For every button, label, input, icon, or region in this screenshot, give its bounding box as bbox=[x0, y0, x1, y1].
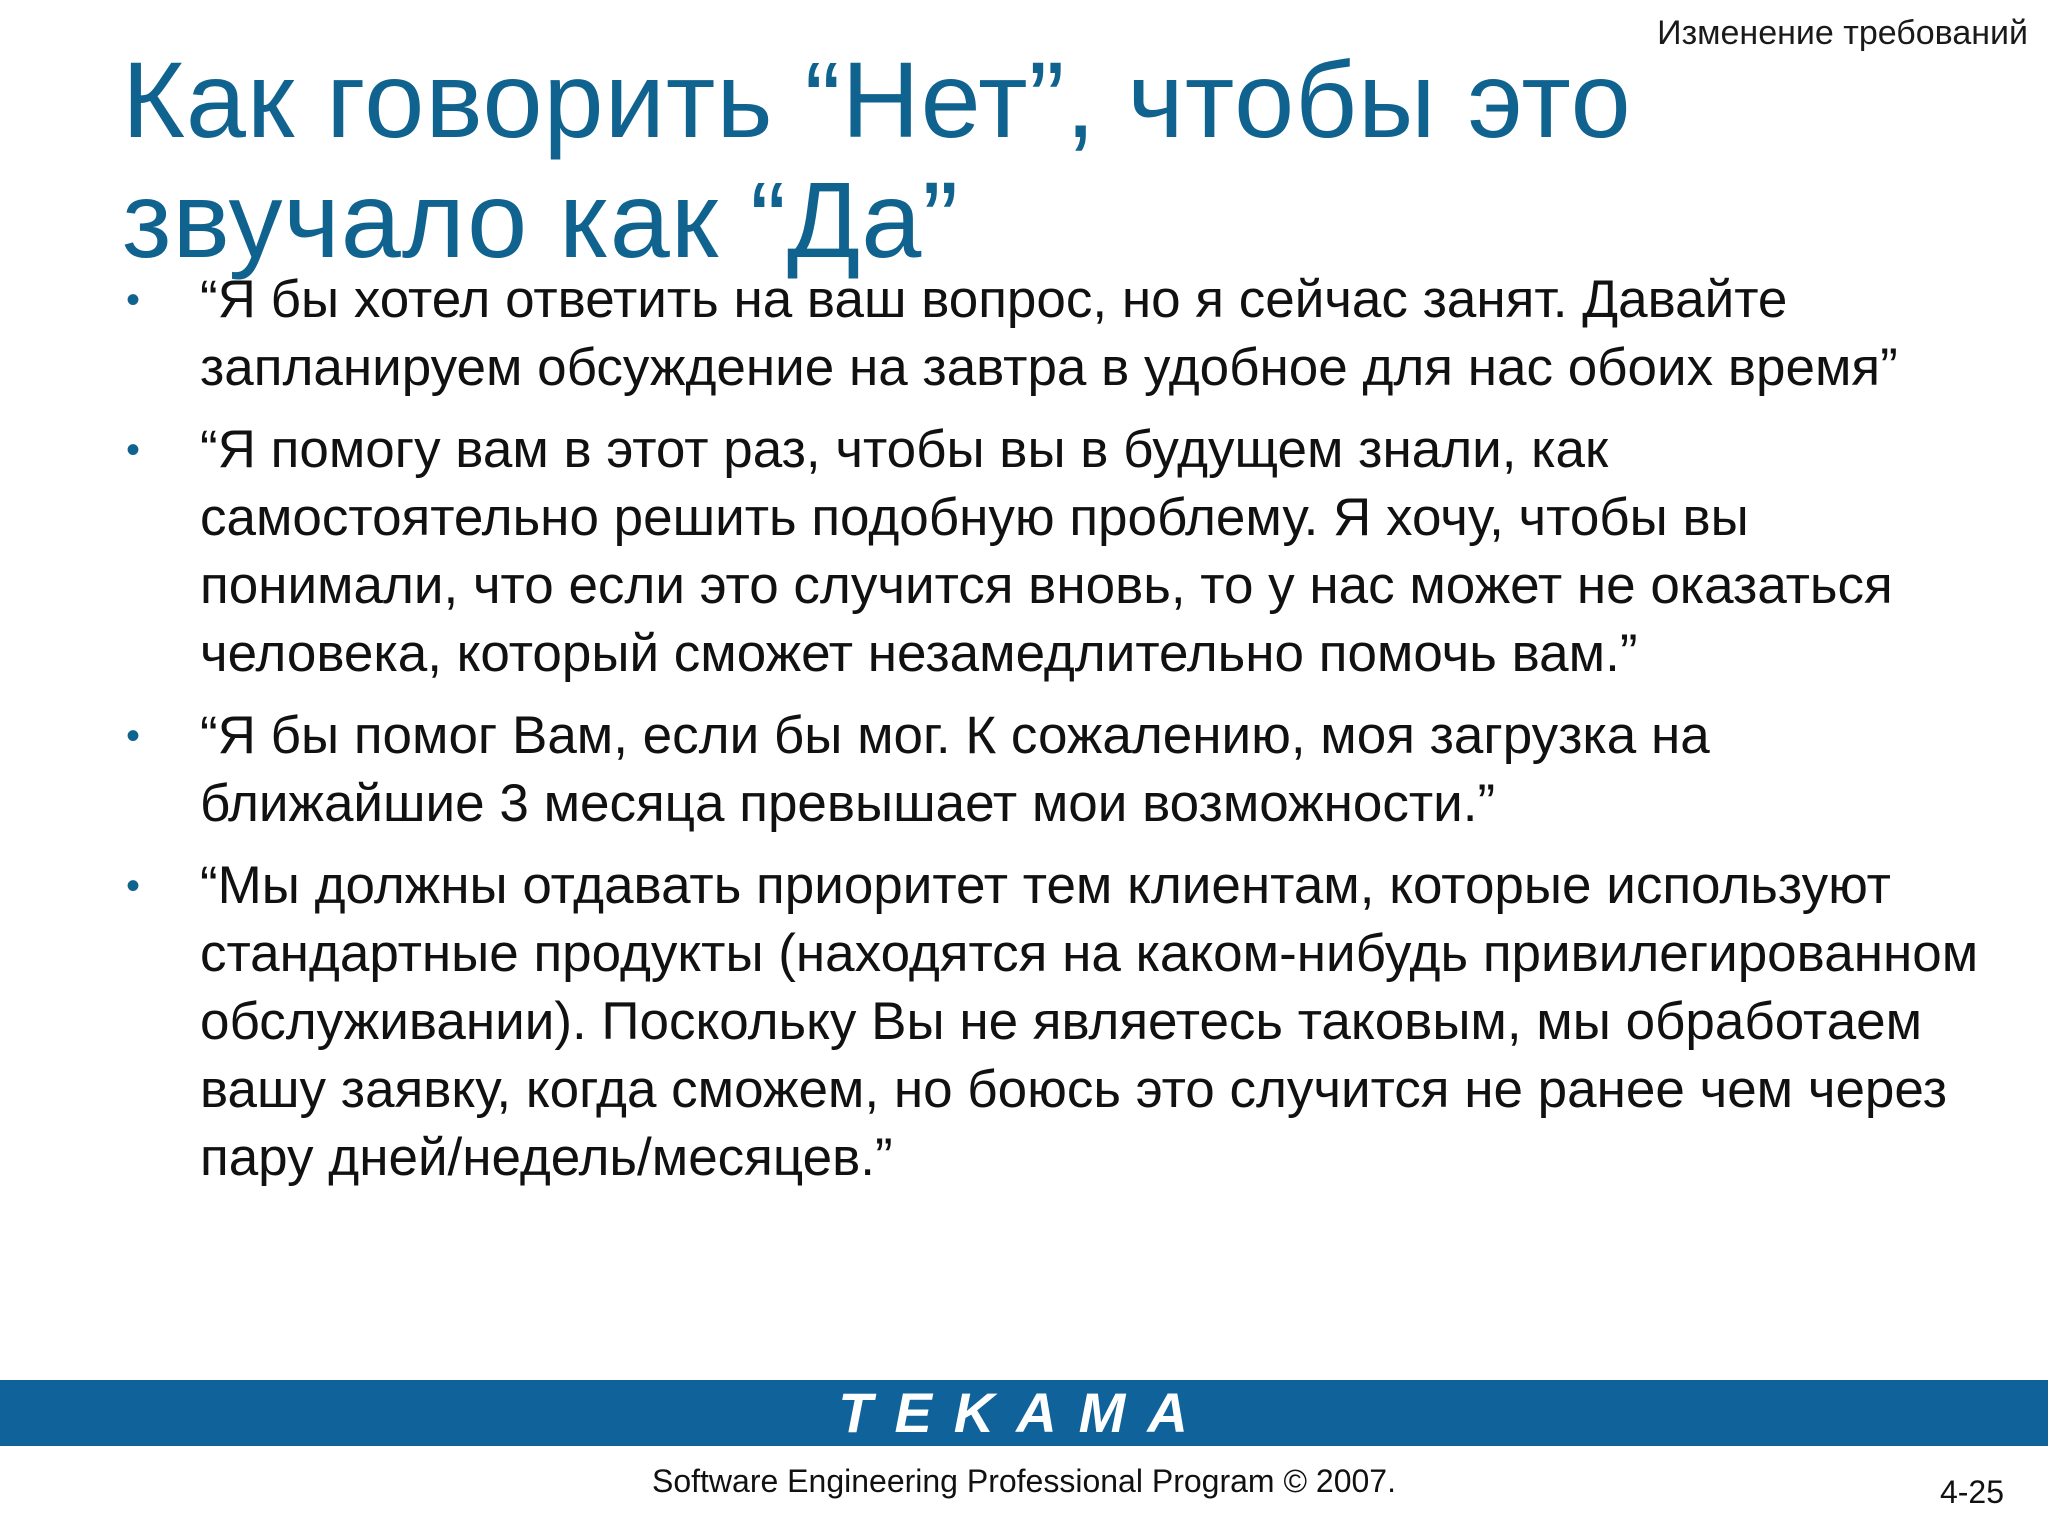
bullet-text: “Я помогу вам в этот раз, чтобы вы в будущем знали, как самостоятельно решить подобную проблему. Я хочу, чтобы вы понимали, что если это случится вновь, то у нас может не оказаться человека, который сможет незамедлительно помочь вам.” bbox=[200, 420, 1893, 683]
bullet-text: “Мы должны отдавать приоритет тем клиентам, которые используют стандартные продукты (находятся на каком-нибудь привилегированном обслуживании). Поскольку Вы не являетесь таковым, мы обработаем вашу заявку, когда сможем, но боюсь это случится не ранее чем через пару дней/недель/месяцев.” bbox=[200, 856, 1979, 1187]
bullet-list bbox=[122, 266, 1982, 1206]
bullet-marker: • bbox=[126, 278, 141, 322]
brand-bar bbox=[0, 1380, 2048, 1446]
page-number: 4-25 bbox=[1939, 1474, 2004, 1510]
bullet-item bbox=[122, 266, 1982, 402]
bullet-item bbox=[122, 852, 1982, 1192]
bullet-marker: • bbox=[126, 428, 141, 472]
brand-logo-text: TEKAMA bbox=[838, 1381, 1210, 1444]
footer-copyright: Software Engineering Professional Program © 2007. bbox=[652, 1463, 1396, 1499]
bullet-item bbox=[122, 702, 1982, 838]
bullet-text: “Я бы помог Вам, если бы мог. К сожалению, моя загрузка на ближайшие 3 месяца превышает мои возможности.” bbox=[200, 706, 1710, 833]
bullet-marker: • bbox=[126, 864, 141, 908]
slide-title: Как говорить “Нет”, чтобы это звучало как “Да” bbox=[122, 39, 1632, 280]
bullet-marker: • bbox=[126, 714, 141, 758]
section-label: Изменение требований bbox=[1657, 14, 2028, 52]
bullet-text: “Я бы хотел ответить на ваш вопрос, но я сейчас занят. Давайте запланируем обсуждение на завтра в удобное для нас обоих время” bbox=[200, 270, 1898, 397]
bullet-item bbox=[122, 416, 1982, 688]
